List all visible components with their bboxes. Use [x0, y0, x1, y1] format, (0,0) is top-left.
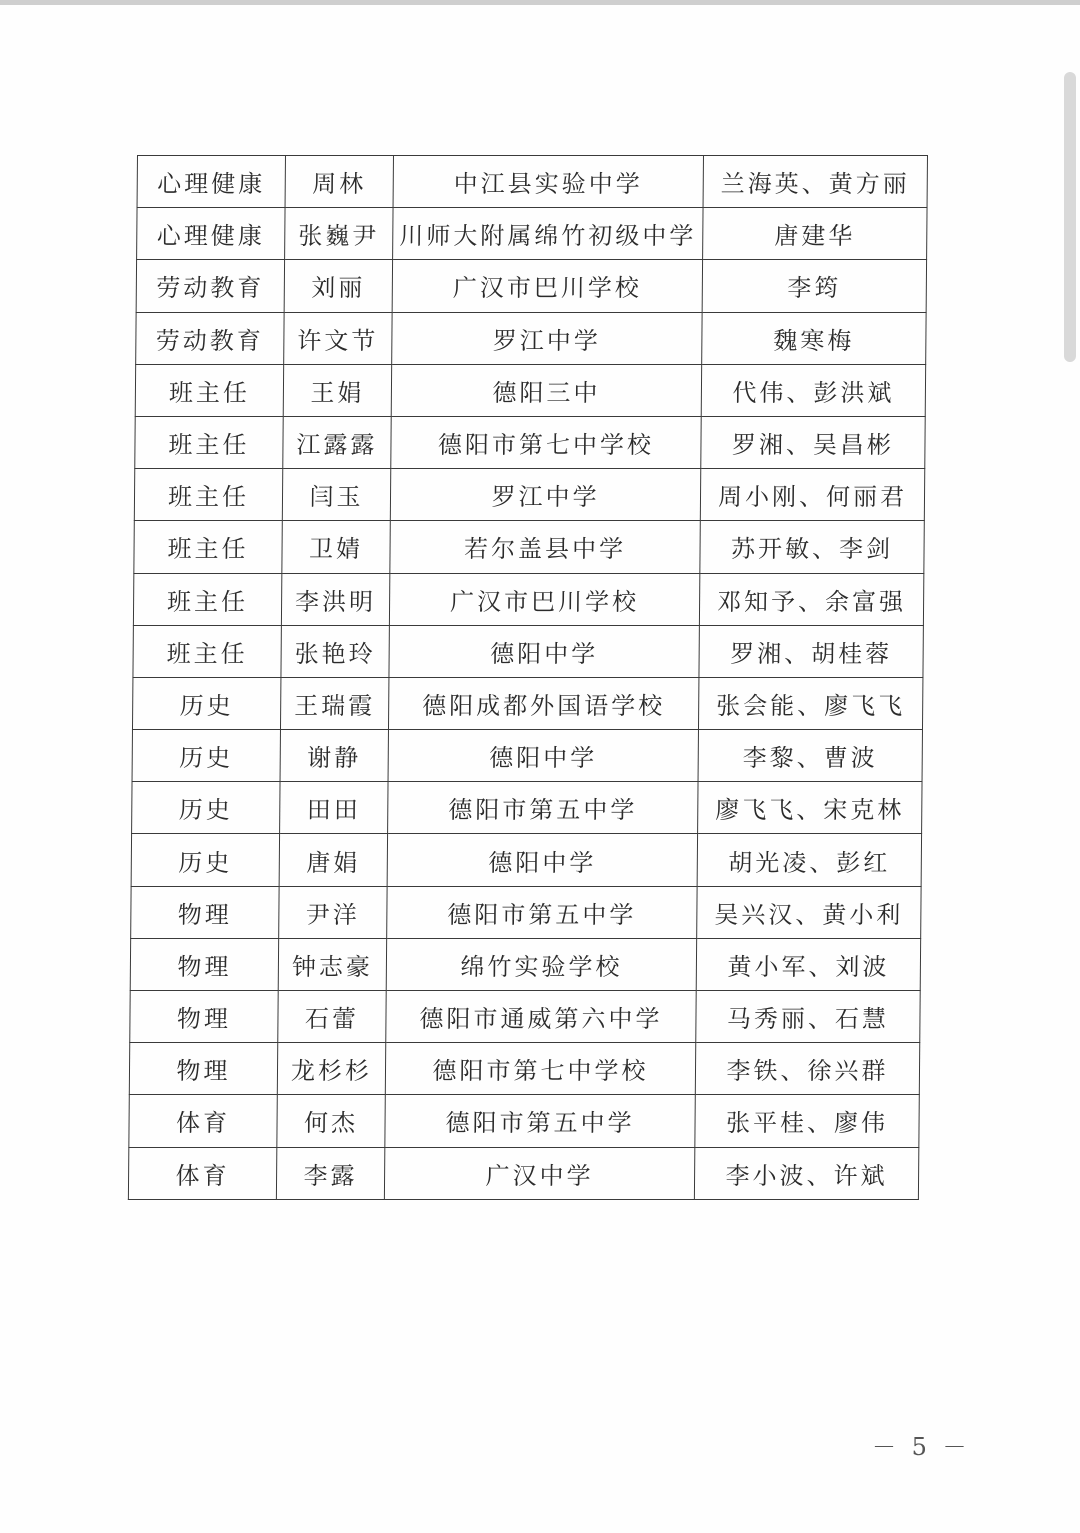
table-row — [132, 677, 922, 729]
school-cell: 广汉市巴川学校 — [392, 260, 702, 312]
subject-cell: 历史 — [132, 677, 280, 729]
table-row — [134, 469, 924, 521]
table-row — [135, 364, 925, 416]
document-page — [0, 5, 1080, 1533]
teacher-cell: 何杰 — [277, 1095, 385, 1147]
mentors-cell: 苏开敏、李剑 — [700, 521, 924, 573]
school-cell: 广汉中学 — [384, 1147, 694, 1199]
school-cell: 罗江中学 — [390, 469, 700, 521]
mentors-cell: 黄小军、刘波 — [696, 938, 920, 990]
teacher-cell: 田田 — [280, 782, 388, 834]
table-row — [134, 521, 924, 573]
subject-cell: 体育 — [128, 1147, 276, 1199]
school-cell: 广汉市巴川学校 — [389, 573, 699, 625]
subject-cell: 体育 — [129, 1095, 277, 1147]
subject-cell: 历史 — [132, 730, 280, 782]
subject-cell: 班主任 — [134, 521, 282, 573]
teacher-cell: 张艳玲 — [281, 625, 389, 677]
subject-cell: 物理 — [129, 1043, 277, 1095]
mentors-cell: 胡光凌、彭红 — [697, 834, 921, 886]
school-cell: 德阳市第七中学校 — [385, 1043, 695, 1095]
table-row — [131, 834, 921, 886]
school-cell: 若尔盖县中学 — [390, 521, 700, 573]
school-cell: 德阳中学 — [387, 834, 697, 886]
subject-cell: 班主任 — [135, 364, 283, 416]
teacher-cell: 龙杉杉 — [277, 1043, 385, 1095]
teacher-cell: 尹洋 — [279, 886, 387, 938]
mentors-cell: 张会能、廖飞飞 — [698, 677, 922, 729]
subject-cell: 心理健康 — [137, 208, 285, 260]
table-row — [137, 156, 927, 208]
school-cell: 绵竹实验学校 — [386, 938, 696, 990]
teacher-cell: 李洪明 — [281, 573, 389, 625]
mentors-cell: 李筠 — [702, 260, 926, 312]
mentors-cell: 邓知予、余富强 — [699, 573, 923, 625]
subject-cell: 劳动教育 — [136, 260, 284, 312]
subject-cell: 物理 — [131, 886, 279, 938]
mentors-cell: 罗湘、吴昌彬 — [701, 416, 925, 468]
table-row — [129, 1043, 919, 1095]
teacher-cell: 卫婧 — [282, 521, 390, 573]
table-row — [130, 991, 920, 1043]
subject-cell: 物理 — [130, 991, 278, 1043]
mentors-cell: 李小波、许斌 — [694, 1147, 918, 1199]
mentors-cell: 罗湘、胡桂蓉 — [699, 625, 923, 677]
table-row — [137, 208, 927, 260]
school-cell: 德阳市第七中学校 — [391, 416, 701, 468]
table-row — [136, 260, 926, 312]
mentors-cell: 张平桂、廖伟 — [695, 1095, 919, 1147]
table-row — [136, 312, 926, 364]
teacher-cell: 刘丽 — [284, 260, 392, 312]
table-row — [130, 938, 920, 990]
teacher-cell: 江露露 — [283, 416, 391, 468]
teacher-cell: 许文节 — [284, 312, 392, 364]
subject-cell: 心理健康 — [137, 156, 285, 208]
mentors-cell: 代伟、彭洪斌 — [701, 364, 925, 416]
scrollbar-thumb[interactable] — [1064, 72, 1076, 362]
table-row — [128, 1147, 918, 1199]
school-cell: 德阳市第五中学 — [385, 1095, 695, 1147]
teacher-mentor-table — [128, 155, 928, 1200]
teacher-cell: 谢静 — [280, 730, 388, 782]
mentors-cell: 马秀丽、石慧 — [696, 991, 920, 1043]
subject-cell: 物理 — [130, 938, 278, 990]
table-row — [129, 1095, 919, 1147]
page-number: － 5 － — [872, 1433, 971, 1461]
school-cell: 德阳成都外国语学校 — [388, 677, 698, 729]
mentors-cell: 吴兴汉、黄小利 — [697, 886, 921, 938]
teacher-cell: 石蕾 — [278, 991, 386, 1043]
teacher-cell: 张巍尹 — [285, 208, 393, 260]
table-row — [135, 416, 925, 468]
mentors-cell: 兰海英、黄方丽 — [703, 156, 927, 208]
table-row — [132, 782, 922, 834]
teacher-cell: 闫玉 — [282, 469, 390, 521]
teacher-cell: 唐娟 — [279, 834, 387, 886]
teacher-cell: 李露 — [276, 1147, 384, 1199]
mentors-cell: 唐建华 — [703, 208, 927, 260]
table-row — [133, 625, 923, 677]
school-cell: 德阳市通威第六中学 — [386, 991, 696, 1043]
subject-cell: 班主任 — [134, 469, 282, 521]
mentors-cell: 李黎、曹波 — [698, 730, 922, 782]
subject-cell: 历史 — [131, 834, 279, 886]
table-row — [132, 730, 922, 782]
subject-cell: 班主任 — [133, 625, 281, 677]
subject-cell: 劳动教育 — [136, 312, 284, 364]
school-cell: 罗江中学 — [392, 312, 702, 364]
teacher-cell: 王娟 — [283, 364, 391, 416]
school-cell: 德阳市第五中学 — [388, 782, 698, 834]
mentors-cell: 周小刚、何丽君 — [700, 469, 924, 521]
school-cell: 德阳中学 — [389, 625, 699, 677]
mentors-cell: 廖飞飞、宋克林 — [698, 782, 922, 834]
subject-cell: 班主任 — [135, 416, 283, 468]
teacher-cell: 周林 — [285, 156, 393, 208]
subject-cell: 班主任 — [133, 573, 281, 625]
table-row — [133, 573, 923, 625]
mentors-cell: 魏寒梅 — [702, 312, 926, 364]
mentors-cell: 李铁、徐兴群 — [695, 1043, 919, 1095]
school-cell: 德阳三中 — [391, 364, 701, 416]
school-cell: 德阳市第五中学 — [387, 886, 697, 938]
teacher-cell: 钟志豪 — [278, 938, 386, 990]
school-cell: 中江县实验中学 — [393, 156, 703, 208]
subject-cell: 历史 — [132, 782, 280, 834]
school-cell: 川师大附属绵竹初级中学 — [393, 208, 703, 260]
table-row — [131, 886, 921, 938]
teacher-cell: 王瑞霞 — [280, 677, 388, 729]
table-body — [128, 156, 927, 1200]
school-cell: 德阳中学 — [388, 730, 698, 782]
